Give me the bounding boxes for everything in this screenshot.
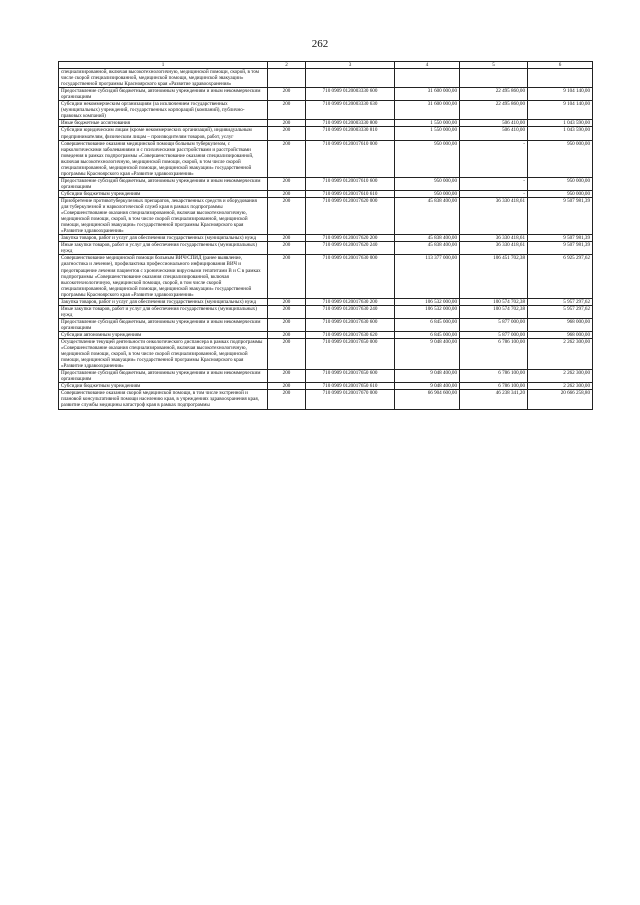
row-admin-code: 200 <box>268 120 306 127</box>
row-unexecuted-amount: 9 104 140,00 <box>528 101 593 120</box>
row-admin-code: 200 <box>268 370 306 383</box>
row-admin-code: 200 <box>268 197 306 234</box>
row-description: Субсидии бюджетным учреждениям <box>59 383 268 390</box>
row-admin-code <box>268 69 306 88</box>
row-executed-amount: 36 330 418,61 <box>460 235 528 242</box>
row-unexecuted-amount: 950 000,00 <box>528 140 593 177</box>
table-row <box>59 305 593 318</box>
row-unexecuted-amount: 2 262 300,00 <box>528 370 593 383</box>
row-approved-amount: 950 000,00 <box>395 140 460 177</box>
row-description: Приобретение противотуберкулезных препаратов, лекарственных средств и оборудования для туберкулезной и наркологической служб края в рамках подпрограммы «Совершенствование оказания специализированной, включая высокотехнологичную, медицинской помощи, скорой, в том числе скорой специализированной, медицинской помощи, медицинской эвакуации» государственной программы Красноярского края «Развитие здравоохранения» <box>59 197 268 234</box>
column-number-6: 6 <box>528 62 593 69</box>
row-unexecuted-amount: 20 666 258,80 <box>528 390 593 409</box>
row-executed-amount: 506 410,00 <box>460 120 528 127</box>
row-approved-amount: 66 904 600,00 <box>395 390 460 409</box>
row-admin-code: 200 <box>268 390 306 409</box>
row-description: Предоставление субсидий бюджетным, автономным учреждениям и иным некоммерческим организациям <box>59 370 268 383</box>
row-executed-amount: 46 238 341,20 <box>460 390 528 409</box>
row-description: Совершенствование медицинской помощи больным ВИЧ/СПИД (ранее выявление, диагностика и лечение), профилактика профессионального инфицирования ВИЧ и предотвращение лечения пациентов с хроническими вирусными гепатитами В и С в рамках подпрограммы «Совершенствование оказания специализированной, включая высокотехнологичную, медицинской помощи, скорой, в том числе скорой специализированной, медицинской помощи, медицинской эвакуации» государственной программы Красноярского края «Развитие здравоохранения» <box>59 255 268 298</box>
row-classification-code: 710 0909 0120017620 240 <box>306 242 395 255</box>
row-classification-code: 710 0909 0120017630 240 <box>306 305 395 318</box>
table-row <box>59 318 593 331</box>
row-classification-code: 710 0909 0120003330 800 <box>306 120 395 127</box>
row-description: Субсидии юридическим лицам (кроме некоммерческих организаций), индивидуальным предпринимателям, физическим лицам – производителям товаров, работ, услуг <box>59 127 268 140</box>
row-approved-amount: 9 048 400,00 <box>395 383 460 390</box>
row-description: Совершенствование оказания скорой медицинской помощи, в том числе экстренной и плановой консультативной помощи населению края, в учреждениях здравоохранения края, развитие службы медицины катастроф края в рамках подпрограммы <box>59 390 268 409</box>
row-executed-amount: 6 786 100,00 <box>460 370 528 383</box>
table-row <box>59 127 593 140</box>
row-classification-code: 710 0909 0120017670 000 <box>306 390 395 409</box>
row-admin-code: 200 <box>268 318 306 331</box>
row-classification-code <box>306 69 395 88</box>
row-executed-amount <box>460 69 528 88</box>
page-number: 262 <box>311 38 329 50</box>
row-unexecuted-amount: 9 507 981,39 <box>528 235 593 242</box>
table-row <box>59 331 593 338</box>
row-description: Иные закупки товаров, работ и услуг для обеспечения государственных (муниципальных) нужд <box>59 305 268 318</box>
row-approved-amount: 1 550 000,00 <box>395 120 460 127</box>
column-number-2: 2 <box>268 62 306 69</box>
row-executed-amount: 22 495 860,00 <box>460 101 528 120</box>
row-executed-amount: 5 877 000,00 <box>460 331 528 338</box>
row-description: Иные бюджетные ассигнования <box>59 120 268 127</box>
row-approved-amount: 9 048 400,00 <box>395 339 460 370</box>
row-admin-code: 200 <box>268 298 306 305</box>
row-description: Субсидии некоммерческим организациям (за исключением государственных (муниципальных) учреждений, государственных корпораций (компаний), публично-правовых компаний) <box>59 101 268 120</box>
row-unexecuted-amount: 950 000,00 <box>528 177 593 190</box>
row-classification-code: 710 0909 0120017620 000 <box>306 197 395 234</box>
table-row <box>59 235 593 242</box>
row-unexecuted-amount: 9 507 981,39 <box>528 197 593 234</box>
row-classification-code: 710 0909 0120017610 610 <box>306 190 395 197</box>
row-classification-code: 710 0909 0120003330 630 <box>306 101 395 120</box>
column-number-3: 3 <box>306 62 395 69</box>
row-approved-amount: 45 838 400,00 <box>395 242 460 255</box>
row-unexecuted-amount <box>528 69 593 88</box>
row-approved-amount: 6 845 000,00 <box>395 331 460 338</box>
row-description: Иные закупки товаров, работ и услуг для обеспечения государственных (муниципальных) нужд <box>59 242 268 255</box>
column-number-4: 4 <box>395 62 460 69</box>
table-row <box>59 242 593 255</box>
row-admin-code: 200 <box>268 305 306 318</box>
row-classification-code: 710 0909 0120017650 600 <box>306 370 395 383</box>
row-approved-amount: 9 048 400,00 <box>395 370 460 383</box>
table-row <box>59 190 593 197</box>
row-executed-amount: 100 574 702,38 <box>460 298 528 305</box>
budget-execution-table <box>58 61 593 410</box>
row-executed-amount: - <box>460 177 528 190</box>
row-approved-amount: 45 838 400,00 <box>395 235 460 242</box>
row-unexecuted-amount: 9 104 140,00 <box>528 88 593 101</box>
row-admin-code: 200 <box>268 140 306 177</box>
row-classification-code: 710 0909 0120017630 600 <box>306 318 395 331</box>
row-admin-code: 200 <box>268 383 306 390</box>
row-approved-amount: 6 845 000,00 <box>395 318 460 331</box>
row-executed-amount: - <box>460 140 528 177</box>
row-description: Субсидии бюджетным учреждениям <box>59 190 268 197</box>
row-classification-code: 710 0909 0120017650 000 <box>306 339 395 370</box>
row-executed-amount: 106 451 702,38 <box>460 255 528 298</box>
row-executed-amount: 6 786 100,00 <box>460 339 528 370</box>
row-admin-code: 200 <box>268 255 306 298</box>
row-description: специализированной, включая высокотехнологичную, медицинской помощи, скорой, в том числе скорой специализированной, медицинской помощи, медицинской эвакуации» государственной программы Красноярского края «Развитие здравоохранения» <box>59 69 268 88</box>
row-approved-amount: 1 550 000,00 <box>395 127 460 140</box>
table-row <box>59 88 593 101</box>
row-unexecuted-amount: 5 957 297,62 <box>528 298 593 305</box>
row-unexecuted-amount: 5 957 297,62 <box>528 305 593 318</box>
row-admin-code: 200 <box>268 242 306 255</box>
row-description: Предоставление субсидий бюджетным, автономным учреждениям и иным некоммерческим организациям <box>59 88 268 101</box>
table-row <box>59 120 593 127</box>
row-classification-code: 710 0909 0120017650 610 <box>306 383 395 390</box>
row-admin-code: 200 <box>268 190 306 197</box>
table-row <box>59 298 593 305</box>
row-approved-amount: 31 600 000,00 <box>395 88 460 101</box>
row-executed-amount: 22 495 860,00 <box>460 88 528 101</box>
row-approved-amount: 950 000,00 <box>395 190 460 197</box>
row-executed-amount: 36 330 418,61 <box>460 242 528 255</box>
row-classification-code: 710 0909 0120003330 600 <box>306 88 395 101</box>
table-row <box>59 101 593 120</box>
row-description: Совершенствование оказания медицинской помощи больным туберкулезом, с наркологическими заболеваниями и с психическими расстройствами и расстройствами поведения в рамках подпрограммы «Совершенствование оказания специализированной, включая высокотехнологичную, медицинской помощи, скорой, в том числе скорой специализированной, медицинской помощи, медицинской эвакуации» государственной программы Красноярского края «Развитие здравоохранения» <box>59 140 268 177</box>
table-row <box>59 390 593 409</box>
row-admin-code: 200 <box>268 235 306 242</box>
row-admin-code: 200 <box>268 339 306 370</box>
table-row <box>59 370 593 383</box>
row-classification-code: 710 0909 0120017620 200 <box>306 235 395 242</box>
row-admin-code: 200 <box>268 331 306 338</box>
row-description: Предоставление субсидий бюджетным, автономным учреждениям и иным некоммерческим организациям <box>59 318 268 331</box>
table-row <box>59 69 593 88</box>
row-description: Субсидии автономным учреждениям <box>59 331 268 338</box>
table-row <box>59 383 593 390</box>
row-unexecuted-amount: 968 000,00 <box>528 318 593 331</box>
row-unexecuted-amount: 1 043 590,00 <box>528 120 593 127</box>
table-body <box>59 69 593 409</box>
table-header <box>59 62 593 69</box>
row-approved-amount: 950 000,00 <box>395 177 460 190</box>
row-executed-amount: - <box>460 190 528 197</box>
header-row <box>59 62 593 69</box>
row-unexecuted-amount: 1 043 590,00 <box>528 127 593 140</box>
row-executed-amount: 36 330 418,61 <box>460 197 528 234</box>
row-approved-amount: 106 532 000,00 <box>395 305 460 318</box>
row-executed-amount: 506 410,00 <box>460 127 528 140</box>
row-approved-amount <box>395 69 460 88</box>
row-executed-amount: 5 877 000,00 <box>460 318 528 331</box>
row-description: Осуществление текущей деятельности онкологического диспансера в рамках подпрограммы «Совершенствование оказания специализированной, включая высокотехнологичную, медицинской помощи, скорой, в том числе скорой специализированной, медицинской помощи, медицинской эвакуации» государственной программы Красноярского края «Развитие здравоохранения» <box>59 339 268 370</box>
row-description: Закупка товаров, работ и услуг для обеспечения государственных (муниципальных) нужд <box>59 298 268 305</box>
row-unexecuted-amount: 950 000,00 <box>528 190 593 197</box>
row-classification-code: 710 0909 0120017610 000 <box>306 140 395 177</box>
row-admin-code: 200 <box>268 177 306 190</box>
row-unexecuted-amount: 2 262 300,00 <box>528 339 593 370</box>
table-row <box>59 339 593 370</box>
row-approved-amount: 45 838 400,00 <box>395 197 460 234</box>
row-executed-amount: 6 786 100,00 <box>460 383 528 390</box>
column-number-1: 1 <box>59 62 268 69</box>
row-admin-code: 200 <box>268 101 306 120</box>
row-executed-amount: 100 574 702,38 <box>460 305 528 318</box>
row-unexecuted-amount: 2 262 300,00 <box>528 383 593 390</box>
row-description: Закупка товаров, работ и услуг для обеспечения государственных (муниципальных) нужд <box>59 235 268 242</box>
table-row <box>59 255 593 298</box>
row-classification-code: 710 0909 0120017630 000 <box>306 255 395 298</box>
row-unexecuted-amount: 9 507 981,39 <box>528 242 593 255</box>
table-row <box>59 177 593 190</box>
column-number-5: 5 <box>460 62 528 69</box>
row-classification-code: 710 0909 0120003330 810 <box>306 127 395 140</box>
row-admin-code: 200 <box>268 127 306 140</box>
row-approved-amount: 106 532 000,00 <box>395 298 460 305</box>
row-approved-amount: 113 377 000,00 <box>395 255 460 298</box>
row-description: Предоставление субсидий бюджетным, автономным учреждениям и иным некоммерческим организациям <box>59 177 268 190</box>
row-classification-code: 710 0909 0120017610 600 <box>306 177 395 190</box>
table-row <box>59 140 593 177</box>
row-approved-amount: 31 600 000,00 <box>395 101 460 120</box>
row-unexecuted-amount: 6 925 297,62 <box>528 255 593 298</box>
row-admin-code: 200 <box>268 88 306 101</box>
row-classification-code: 710 0909 0120017630 620 <box>306 331 395 338</box>
row-unexecuted-amount: 968 000,00 <box>528 331 593 338</box>
row-classification-code: 710 0909 0120017630 200 <box>306 298 395 305</box>
table-row <box>59 197 593 234</box>
